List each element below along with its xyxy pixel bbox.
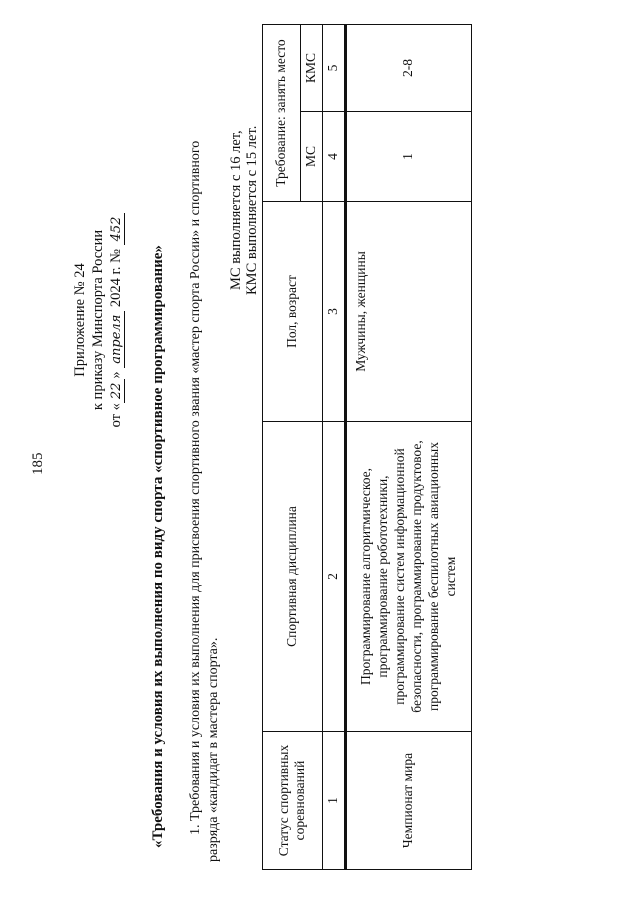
header-kms: КМС xyxy=(301,25,323,112)
row-ms-place: 1 xyxy=(345,112,471,202)
requirements-table xyxy=(262,24,472,870)
date-year: 2024 г. № xyxy=(108,249,124,308)
row-gender-age: Мужчины, женщины xyxy=(345,202,471,422)
note-ms-age: МС выполняется с 16 лет, xyxy=(228,130,244,290)
date-mid: » xyxy=(108,371,124,379)
col-number-1: 1 xyxy=(322,732,345,870)
header-row xyxy=(263,25,301,870)
header-discipline: Спортивная дисциплина xyxy=(263,422,323,732)
appendix-order: к приказу Минспорта России xyxy=(90,229,106,411)
header-ms: МС xyxy=(301,112,323,202)
appendix-date-line xyxy=(108,170,125,470)
row-discipline: Программирование алгоритмическое, программирование робототехники, программирование систем информационной безопасности, программирование продуктовое, программирование беспилотных авиационных систем xyxy=(345,422,471,732)
paragraph-line-1: 1. Требования и условия их выполнения для присвоения спортивного звания «мастер спорта России» и спортивного xyxy=(188,140,203,835)
row-status: Чемпионат мира xyxy=(345,732,471,870)
row-kms-place: 2-8 xyxy=(345,25,471,112)
handwritten-month: апреля xyxy=(109,311,125,368)
date-prefix: от « xyxy=(108,403,124,428)
paragraph-line-2: разряда «кандидат в мастера спорта». xyxy=(206,637,221,862)
col-number-2: 2 xyxy=(322,422,345,732)
table-row xyxy=(345,25,471,870)
appendix-title: Приложение № 24 xyxy=(72,263,88,377)
document-title: «Требования и условия их выполнения по виду спорта «спортивное программирование» xyxy=(150,245,166,848)
col-number-3: 3 xyxy=(322,202,345,422)
handwritten-number: 452 xyxy=(109,213,125,246)
page-number: 185 xyxy=(30,452,46,475)
header-status: Статус спортивных соревнований xyxy=(263,732,323,870)
col-number-4: 4 xyxy=(322,112,345,202)
handwritten-day: 22 xyxy=(109,379,125,404)
header-gender-age: Пол, возраст xyxy=(263,202,323,422)
note-kms-age: КМС выполняется с 15 лет. xyxy=(244,125,260,295)
column-number-row xyxy=(322,25,345,870)
col-number-5: 5 xyxy=(322,25,345,112)
header-requirement: Требование: занять место xyxy=(263,25,301,202)
